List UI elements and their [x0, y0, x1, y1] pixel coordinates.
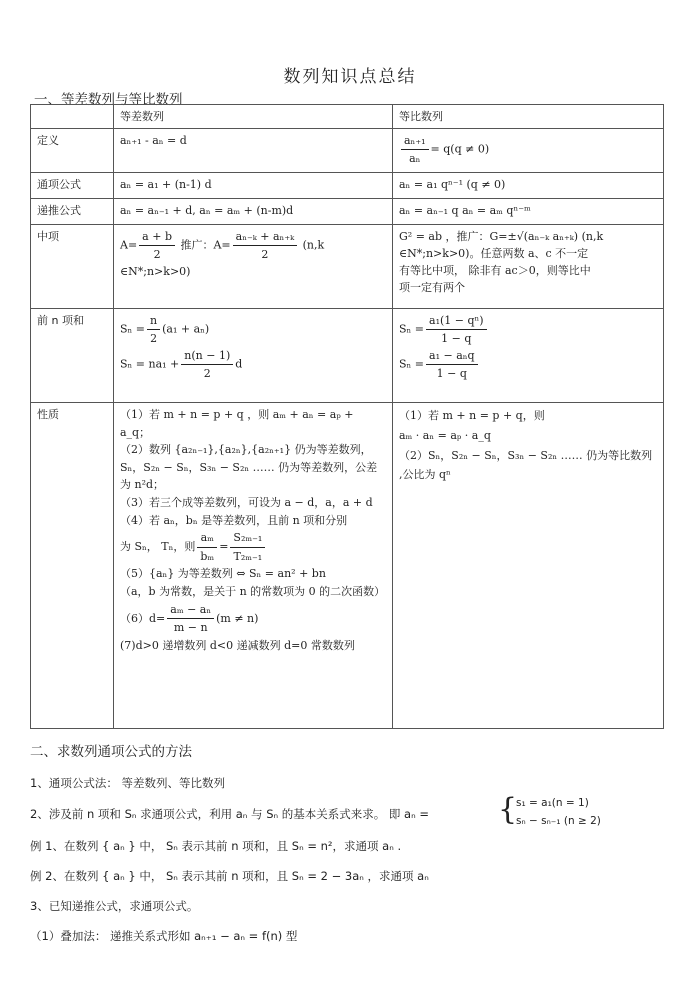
piecewise-case-1: s₁ = a₁(n = 1) — [516, 797, 589, 809]
sum-arithmetic: Sₙ = $\frac{n}{2}$ (a₁ + aₙ) Sₙ = na₁ + $\frac{n(n - 1)}{2}$ d — [114, 309, 393, 403]
properties-arithmetic: （1）若 m + n = p + q ，则 aₘ + aₙ = aₚ + a_q； （2）数列 {a₂ₙ₋₁},{a₂ₙ},{a₂ₙ₊₁} 仍为等差数列， Sₙ，S₂ₙ − Sₙ，S₃ₙ − S₂ₙ …… 仍为等差数列，公差为 n²d； （3）若三个成等差数列，可设为 a − d，a，a + d （4）若 aₙ，bₙ 是等差数列，且前 n 项和分别 为 Sₙ， Tₙ，则 $\frac{\text{aₘ}}{\text{bₘ}}$ = $\frac{\text{S₂ₘ₋₁}}{\text{T₂ₘ₋₁}}$ （5）{aₙ} 为等差数列 ⇔ Sₙ = an² + bn （a，b 为常数，是关于 n 的常数项为 0 的二次函数） （6）d= $\frac{\text{aₘ − aₙ}}{m - n}$ (m ≠ n) (7)d>0 递增数列 d<0 递减数列 d=0 常数数列 — [114, 403, 393, 729]
header-empty-cell — [31, 105, 114, 129]
header-arithmetic: 等差数列 — [114, 105, 393, 129]
row-label: 中项 — [31, 225, 114, 309]
middle-term-geometric: G² = ab ，推广：G=±√(aₙ₋ₖ aₙ₊ₖ) (n,k ∈N*;n>k>0)。任意两数 a、c 不一定 有等比中项， 除非有 ac＞0，则等比中 项一定有两个 — [393, 225, 664, 309]
page-title: 数列知识点总结 — [283, 67, 417, 87]
row-label: 通项公式 — [31, 173, 114, 199]
piecewise-brace: { — [498, 792, 518, 827]
section-1-heading: 一、等差数列与等比数列 — [34, 92, 183, 108]
method-3-1-addition: （1）叠加法： 递推关系式形如 aₙ₊₁ − aₙ = f(n) 型 — [30, 929, 298, 943]
row-label: 前 n 项和 — [31, 309, 114, 403]
section-2-heading: 二、求数列通项公式的方法 — [30, 744, 192, 760]
recurrence-geometric: aₙ = aₙ₋₁ q aₙ = aₘ qⁿ⁻ᵐ — [393, 199, 664, 225]
definition-geometric: $\frac{\text{aₙ₊₁}}{\text{aₙ}}$ = q(q ≠ 0) — [393, 129, 664, 173]
middle-term-arithmetic: A= $\frac{a + b}{2}$ 推广：A= $\frac{\text{aₙ₋ₖ + aₙ₊ₖ}}{2}$ (n,k ∈N*;n>k>0) — [114, 225, 393, 309]
method-3: 3、已知递推公式，求通项公式。 — [30, 899, 199, 913]
method-2: 2、涉及前 n 项和 Sₙ 求通项公式，利用 aₙ 与 Sₙ 的基本关系式来求。 即 aₙ = — [30, 807, 429, 821]
table-row — [31, 403, 664, 729]
table-row — [31, 129, 664, 173]
comparison-table — [30, 104, 664, 729]
row-label: 递推公式 — [31, 199, 114, 225]
header-geometric: 等比数列 — [393, 105, 664, 129]
table-row — [31, 199, 664, 225]
definition-arithmetic: aₙ₊₁ - aₙ = d — [114, 129, 393, 173]
general-term-arithmetic: aₙ = a₁ + (n-1) d — [114, 173, 393, 199]
example-2: 例 2、在数列 { aₙ } 中， Sₙ 表示其前 n 项和，且 Sₙ = 2 − 3aₙ ，求通项 aₙ — [30, 869, 429, 883]
method-1: 1、通项公式法： 等差数列、等比数列 — [30, 776, 225, 790]
row-label: 性质 — [31, 403, 114, 729]
table-row — [31, 173, 664, 199]
table-header-row — [31, 105, 664, 129]
properties-geometric: （1）若 m + n = p + q，则 aₘ · aₙ = aₚ · a_q （2）Sₙ，S₂ₙ − Sₙ，S₃ₙ − S₂ₙ …… 仍为等比数列 ,公比为 qⁿ — [393, 403, 664, 729]
table-row — [31, 309, 664, 403]
example-1: 例 1、在数列 { aₙ } 中， Sₙ 表示其前 n 项和，且 Sₙ = n²，求通项 aₙ . — [30, 839, 402, 853]
recurrence-arithmetic: aₙ = aₙ₋₁ + d, aₙ = aₘ + (n-m)d — [114, 199, 393, 225]
piecewise-case-2: sₙ − sₙ₋₁ (n ≥ 2) — [516, 815, 601, 827]
sum-geometric: Sₙ = $\frac{\text{a₁(1 − qⁿ)}}{1 - q}$ Sₙ = $\frac{\text{a₁ − aₙq}}{1 - q}$ — [393, 309, 664, 403]
fraction: $\frac{\text{aₙ₊₁}}{\text{aₙ}}$ — [401, 132, 429, 167]
general-term-geometric: aₙ = a₁ qⁿ⁻¹ (q ≠ 0) — [393, 173, 664, 199]
table-row — [31, 225, 664, 309]
row-label: 定义 — [31, 129, 114, 173]
